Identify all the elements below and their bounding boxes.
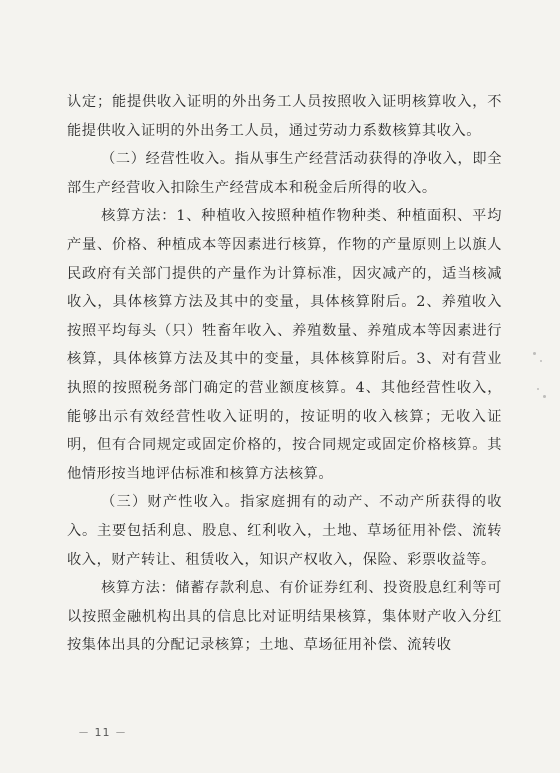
document-body [67, 88, 502, 660]
paragraph-property-income-method: 核算方法：储蓄存款利息、有价证券红利、投资股息红利等可以按照金融机构出具的信息比对证明结果核算，集体财产收入分红按集体出具的分配记录核算；土地、草场征用补偿、流转收 [67, 580, 502, 654]
scan-speck [533, 352, 536, 355]
paragraph-property-income: （三）财产性收入。指家庭拥有的动产、不动产所获得的收入。主要包括利息、股息、红利收入，土地、草场征用补偿、流转收入，财产转让、租赁收入，知识产权收入，保险、彩票收益等。 [67, 494, 502, 568]
paragraph-continuation: 认定；能提供收入证明的外出务工人员按照收入证明核算收入，不能提供收入证明的外出务工人员，通过劳动力系数核算其收入。 [67, 94, 502, 139]
scan-speck [537, 388, 539, 390]
paragraph-operating-income: （二）经营性收入。指从事生产经营活动获得的净收入，即全部生产经营收入扣除生产经营成本和税金后所得的收入。 [67, 151, 502, 196]
scan-speck [540, 360, 542, 362]
paragraph-operating-income-method: 核算方法：1、种植收入按照种植作物种类、种植面积、平均产量、价格、种植成本等因素进行核算，作物的产量原则上以旗人民政府有关部门提供的产量作为计算标准，因灾减产的，适当核减收入，具体核算方法及其中的变量，具体核算附后。2、养殖收入按照平均每头（只）牲畜年收入、养殖数量、养殖成本等因素进行核算，具体核算方法及其中的变量，具体核算附后。3、对有营业执照的按照税务部门确定的营业额度核算。4、其他经营性收入，能够出示有效经营性收入证明的，按证明的收入核算；无收入证明，但有合同规定或固定价格的，按合同规定或固定价格核算。其他情形按当地评估标准和核算方法核算。 [67, 208, 502, 482]
page-number: － 11 － [78, 726, 127, 739]
scan-speck [543, 395, 546, 398]
